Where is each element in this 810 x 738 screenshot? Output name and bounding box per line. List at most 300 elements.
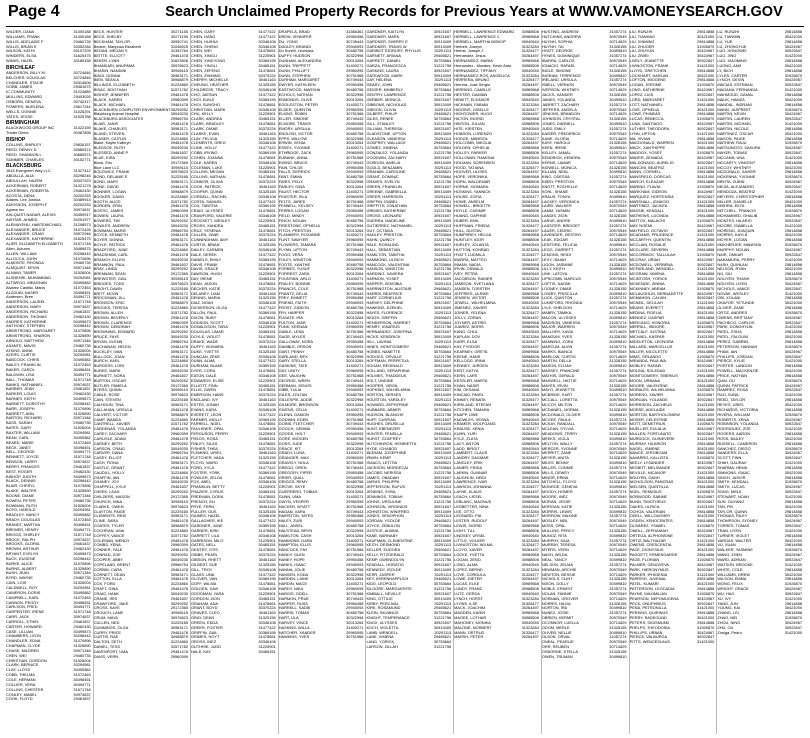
property-id: 29462430: [73, 623, 91, 629]
property-id: 30499810: [609, 121, 627, 127]
owner-name: CHURCH, NINA: [93, 498, 123, 504]
owner-name: HERBELL, LAWRENCE C: [454, 33, 500, 39]
owner-name: WILLIAMS, FRANK: [6, 33, 40, 39]
property-id: 30971346: [73, 570, 91, 576]
owner-name: GILL, STANLEY: [366, 121, 395, 127]
owner-name: MAXWELL, HATTIE: [541, 377, 577, 383]
owner-name: CLAYTON, PAIGE: [93, 508, 126, 514]
property-id: 30498451: [73, 599, 91, 605]
owner-name: HOLLOWAY, RAMONA: [454, 154, 495, 160]
property-id: 31326477: [521, 629, 539, 635]
property-id: 30013264: [346, 619, 364, 625]
owner-name: MATHEWS, LUCINDA: [629, 213, 669, 219]
owner-name: MOORE, INEZ: [541, 494, 568, 499]
property-id: 29814858: [784, 159, 803, 165]
property-id: 29814858: [697, 314, 715, 320]
owner-name: HERNANDEZ, JOSEFINA: [366, 329, 412, 335]
owner-name: MISHRA, EKTA: [717, 203, 745, 209]
property-id: 30499810: [609, 484, 627, 490]
property-id: 29461837: [73, 696, 91, 702]
owner-name: RUSSELL, CAMERON: [717, 440, 758, 446]
property-id: 30494771: [73, 604, 91, 610]
owner-name: BRADLEY, NANCY: [6, 512, 40, 518]
property-id: 31926870: [784, 276, 803, 282]
property-id: 30970549: [609, 348, 627, 354]
property-id: 31400188: [73, 29, 91, 34]
property-id: 30264497: [521, 227, 539, 233]
property-id: 30753664: [433, 552, 452, 558]
owner-name: FARIS, FELIX: [278, 179, 303, 185]
owner-name: COFFEY, VANCE: [93, 532, 125, 538]
owner-name: GUERRERO, TOBIAS: [278, 489, 318, 495]
property-id: 30753664: [433, 58, 452, 64]
owner-name: YANG, JUN: [717, 600, 738, 606]
owner-name: BROCKMAN, JILL: [93, 295, 126, 301]
owner-name: KAUFMAN, CLEMENTINE: [366, 537, 413, 543]
property-id: 30346108: [258, 38, 276, 44]
owner-name: GREER, FOSTER: [191, 624, 223, 630]
property-id: 30968879: [170, 523, 188, 529]
property-id: 29172365: [170, 271, 188, 277]
property-id: 31326477: [521, 309, 539, 315]
property-id: 31328155: [609, 576, 627, 582]
property-id: 29461478: [170, 213, 188, 219]
property-id: 30499810: [609, 96, 627, 102]
owner-name: BORDEN, ERIN: [93, 203, 122, 209]
property-id: 30751968: [346, 198, 364, 204]
owner-name: HANNA, JOLIE: [278, 566, 306, 572]
owner-name: MELTON, WALLY: [541, 440, 573, 446]
owner-name: HAIRSTON, YATES: [278, 513, 314, 519]
property-id: 31325155: [258, 242, 276, 248]
owner-name: KILGORE, MARGUERITE: [366, 586, 412, 592]
property-id: 29814858: [697, 339, 715, 344]
property-id: 30499810: [609, 72, 627, 78]
owner-name: MATTOX, MALACHI: [629, 217, 665, 223]
owner-name: BLAKE, WALTER: [6, 488, 37, 494]
property-id: 31221756: [433, 266, 452, 272]
property-id: 29814858: [697, 440, 715, 446]
property-id: 30346108: [258, 513, 276, 519]
owner-name: AYERS, CURTIS: [6, 352, 36, 358]
property-id: 30291113: [434, 397, 452, 403]
owner-name: LEBLANC, MAGNUS: [454, 498, 492, 504]
property-id: 30490882: [73, 434, 91, 440]
property-id: 29461478: [170, 314, 188, 320]
owner-name: GOULD, BENJAMIN: [366, 164, 403, 170]
property-id: 30970549: [609, 106, 627, 112]
owner-name: METCALF, JUSTINA: [629, 329, 666, 335]
property-id: 30913409: [433, 276, 452, 282]
property-id: 30498451: [73, 367, 91, 372]
property-id: 31478651: [258, 261, 276, 267]
owner-name: SUMMER, CHARLES: [6, 156, 44, 162]
owner-name: JUAREZ, BORIS: [454, 324, 484, 330]
owner-name: FOX, ABEL: [191, 479, 211, 485]
owner-name: BEITTE, ELLIOTT: [93, 53, 126, 59]
property-id: 30714629: [609, 159, 627, 165]
property-id: 29814858: [697, 145, 715, 151]
owner-name: LUNSFORD, RHONDA: [541, 300, 583, 306]
property-id: 30751968: [346, 72, 364, 78]
property-id: 30370224: [258, 392, 276, 398]
property-id: 30921607: [433, 300, 452, 306]
property-id: 30753664: [433, 232, 452, 238]
property-id: 30753664: [433, 348, 452, 354]
property-id: 30922847: [784, 556, 803, 562]
owner-name: FULLER, GUS: [191, 508, 217, 514]
property-id: 30988506: [521, 411, 539, 417]
owner-name: CULLEN, ZANE: [191, 232, 219, 238]
property-id: 30465151: [258, 169, 276, 175]
owner-name: 1815 Evergreen Way LLC: [6, 168, 51, 174]
owner-name: JENNINGS, TOBIAH: [366, 494, 403, 499]
property-id: 31421000: [697, 130, 715, 136]
property-id: 29814858: [784, 101, 803, 107]
property-id: 30970549: [609, 58, 627, 64]
owner-name: HUYNH, SOPHIA: [541, 38, 573, 44]
property-id: 30499810: [609, 193, 627, 199]
property-id: 31477422: [258, 29, 276, 34]
owner-name: DRAPELA, BRAD: [278, 29, 310, 34]
owner-name: TORRES, TOMAS: [717, 523, 750, 529]
property-id: 31566361: [346, 29, 364, 34]
owner-name: CORDELL, RACHEL: [191, 193, 228, 199]
property-id: 30346108: [258, 140, 276, 146]
property-id: 31400188: [73, 33, 91, 39]
property-id: 31323284: [521, 130, 539, 136]
property-id: 30461163: [258, 77, 276, 83]
owner-name: NIXON, DOLLY: [541, 581, 569, 587]
property-id: 29461478: [170, 547, 188, 553]
property-id: 30970549: [609, 421, 627, 427]
property-id: 30970549: [609, 276, 627, 282]
owner-name: LARUE, ANDRE: [541, 217, 571, 223]
property-id: 29950458: [346, 121, 364, 127]
property-id: 30968879: [170, 77, 188, 83]
property-id: 30913409: [433, 624, 452, 630]
owner-name: MASON, PAIGE: [717, 135, 746, 141]
owner-name: DIAZ, NOAH: [191, 300, 214, 306]
owner-name: NORMAN, GROVER: [541, 595, 579, 601]
owner-name: GARNER, KIRK: [191, 527, 219, 533]
property-id: 30940540: [521, 358, 539, 364]
property-id: 30714629: [609, 426, 627, 432]
owner-name: SUN, OUYANG: [717, 498, 745, 504]
owner-name: TAN, PEI: [717, 503, 734, 509]
owner-name: MCCLURE, SEVERIN: [629, 246, 669, 252]
property-id: 30299252: [170, 106, 188, 112]
property-id: 30370224: [258, 339, 276, 344]
owner-name: GAINES, HAZEL: [191, 513, 221, 519]
owner-name: FORBES, YUSUF: [278, 266, 310, 272]
property-id: 30264497: [521, 82, 539, 88]
owner-name: KIRKLAND, STEFAN: [454, 401, 491, 407]
property-id: 30494771: [73, 449, 91, 455]
property-id: 30346108: [258, 639, 276, 645]
owner-name: GEARY, JOHN: [366, 82, 393, 88]
owner-name: HATCHER, XANDER: [278, 629, 316, 635]
property-id: 30494771: [73, 371, 91, 377]
owner-name: Alvarez Castillo, Maria: [6, 284, 45, 290]
property-id: 31421000: [784, 561, 803, 567]
owner-name: SONG, MINJI: [717, 489, 742, 495]
property-id: 31571782: [170, 644, 188, 650]
owner-name: HERRING, CAMILLE: [454, 87, 491, 93]
owner-name: FOUNTAIN, ARLO: [278, 276, 311, 282]
property-id: 30346108: [258, 426, 276, 432]
property-id: 30969115: [170, 276, 188, 282]
owner-name: KENDALL, HORATIO: [366, 561, 404, 567]
property-id: 30922847: [784, 217, 803, 223]
property-id: 30291113: [434, 426, 452, 432]
property-id: 30424967: [697, 595, 715, 601]
property-id: 29461478: [170, 242, 188, 248]
owner-name: DYER, CORA: [191, 368, 216, 374]
owner-name: BLACK, MICHAEL: [93, 101, 126, 107]
owner-name: CARPENTER, IRENE: [6, 609, 45, 615]
property-id: 29814858: [697, 179, 715, 185]
owner-name: CAUDILL, HOLLY: [93, 469, 125, 475]
owner-name: CHEN, SHENG: [191, 43, 219, 49]
owner-name: SCOTT, FINN: [717, 455, 742, 461]
owner-name: LOGAN, JEROME: [629, 82, 662, 88]
owner-name: LANGLEY, ERIK: [454, 460, 483, 466]
owner-name: FRENCH, ELI: [191, 498, 216, 504]
property-id: 30314606: [73, 79, 91, 85]
property-id: 31057274: [609, 440, 627, 446]
owner-name: MARCH, ELEAZAR: [629, 179, 664, 185]
owner-name: LAWRENCE, IVAR: [454, 479, 488, 485]
property-id: 29940093: [346, 518, 364, 524]
owner-name: CAIN, LOIS: [6, 580, 27, 586]
property-id: 31221756: [433, 498, 452, 504]
owner-name: GREENE, GABRIELLA: [366, 188, 407, 194]
property-id: 31926870: [784, 140, 803, 146]
property-id: 30751968: [346, 416, 364, 422]
property-id: 30499810: [609, 653, 627, 659]
owner-name: LYNN, UPTON: [629, 130, 656, 136]
property-id: 30714629: [609, 62, 627, 68]
owner-name: KNOX, ULYSSES: [366, 619, 398, 625]
property-id: 29940093: [346, 387, 364, 393]
owner-name: HICKMAN, FABIAN: [454, 101, 489, 107]
property-id: 31328155: [609, 309, 627, 315]
property-id: 30976623: [170, 503, 188, 509]
owner-name: GILES, ZOLTAN: [278, 392, 308, 398]
property-id: 30749443: [346, 246, 364, 252]
property-id: 31421000: [784, 527, 803, 533]
property-id: 29814858: [784, 566, 803, 572]
owner-name: NORTON, IRA: [541, 605, 568, 611]
property-id: 31323284: [521, 537, 539, 543]
property-id: 30424967: [784, 314, 803, 320]
owner-name: KENNEDY, ISOLDE: [366, 566, 402, 572]
owner-name: BLAIR, CHERYL: [6, 483, 36, 489]
owner-name: GERBER, MONICA: [366, 96, 401, 102]
property-id: 29465621: [433, 198, 452, 204]
owner-name: KNAPP, UWE: [454, 411, 479, 417]
property-id: 31221756: [433, 208, 452, 214]
property-id: 31625475: [73, 236, 91, 242]
owner-name: LIVINGSTON, WILMA: [454, 542, 493, 548]
property-id: 29966754: [170, 450, 188, 456]
property-id: 29814858: [784, 67, 803, 73]
property-id: 29814858: [697, 101, 715, 107]
owner-name: LLOYD, GRETCHEN: [629, 67, 667, 73]
property-id: 30921607: [433, 329, 452, 335]
property-id: 31926870: [784, 343, 803, 349]
owner-name: REED, TAYLOR: [717, 397, 746, 403]
property-id: 30724846: [73, 69, 91, 75]
property-id: 30724846: [73, 74, 91, 80]
property-id: 29461837: [73, 618, 91, 624]
owner-name: CHILDERS, MASON: [93, 494, 130, 499]
owner-name: ELKINS, ROBIN: [278, 111, 308, 117]
owner-name: LINK, LATOYA: [541, 271, 568, 277]
property-id: 30921607: [433, 532, 452, 538]
property-id: 30988506: [521, 208, 539, 214]
property-id: 31326477: [521, 135, 539, 141]
property-id: 30970549: [609, 469, 627, 475]
owner-name: REED, SHANNON L: [6, 151, 42, 157]
property-id: 31926870: [697, 387, 715, 393]
owner-name: CLINE, HOLLY: [191, 145, 218, 151]
owner-name: MINOR, ERMA: [541, 474, 569, 480]
property-id: 31926870: [697, 43, 715, 49]
property-id: 31224860: [170, 639, 188, 645]
owner-name: COTTON, ELLA: [93, 576, 122, 582]
property-id: 30421000: [784, 368, 803, 374]
property-id: 31225165: [170, 397, 188, 403]
owner-name: BALL, THOMAS: [6, 376, 35, 382]
property-id: 30490882: [73, 357, 91, 363]
property-id: 31070896: [73, 255, 91, 261]
property-id: 31477422: [258, 91, 276, 97]
owner-name: BOYD, HAROLD: [6, 507, 36, 513]
owner-name: WILLIAMS, DREW: [717, 571, 750, 577]
owner-name: CORNETT, DEAN: [93, 571, 126, 577]
property-id: 31328155: [609, 649, 627, 654]
owner-name: ACKERMAN, ROBERT: [6, 182, 47, 188]
owner-name: GRAHAM, ADA: [191, 600, 219, 606]
owner-name: LEMONS, HEIDI: [541, 251, 571, 257]
owner-name: GLASS, UNA: [191, 571, 215, 577]
owner-name: CHANDLER, EDNA: [6, 638, 41, 644]
property-id: 30322998: [346, 266, 364, 272]
property-id: 29461478: [170, 121, 188, 127]
property-id: 30322998: [346, 179, 364, 185]
property-id: 29814858: [784, 169, 803, 175]
property-id: 29814858: [784, 610, 803, 616]
property-id: 31926870: [697, 590, 715, 596]
property-id: 30291113: [434, 77, 452, 83]
property-id: 30369195: [258, 363, 276, 369]
property-id: 29460735: [73, 497, 91, 503]
owner-name: FUGATE, IRA: [278, 314, 303, 320]
owner-name: BIEN, SEAN A: [93, 77, 120, 83]
owner-name: HIGHTOWER, HUGO: [454, 111, 493, 117]
owner-name: NOVAK, WESLEY: [717, 290, 750, 296]
owner-name: DUNN, STEPHEN: [278, 72, 311, 78]
owner-name: IVEY, PETRA: [454, 271, 478, 277]
owner-name: ESSEX, YVONNE: [278, 145, 311, 151]
property-id: 31526004: [73, 502, 91, 508]
owner-name: DUFFY, XIOMARA: [191, 343, 224, 349]
property-id: 30480758: [346, 130, 364, 136]
owner-name: MEANS, EVERETT: [629, 305, 664, 311]
owner-name: FELTS, JARED: [278, 198, 306, 204]
property-id: 31225165: [170, 174, 188, 180]
property-id: 30714629: [609, 111, 627, 117]
property-id: 29814858: [697, 508, 715, 514]
property-id: 30346108: [258, 566, 276, 572]
owner-name: HUFF, CASPIAN: [366, 416, 396, 422]
owner-name: OCHOA, VALERIAN: [629, 508, 665, 514]
owner-name: BRUCE, FAYE: [93, 334, 120, 340]
owner-name: GIBBS, PEARL: [191, 552, 218, 558]
property-id: 29461837: [73, 463, 91, 469]
property-id: 29950458: [346, 208, 364, 214]
owner-name: CLARK, DIANE: [191, 125, 219, 131]
owner-name: LARSON, ZILLAH: [366, 644, 398, 650]
listing-column: [630, 30, 718, 734]
property-id: 31571748: [73, 609, 91, 615]
owner-name: LANDIS, ZION: [541, 213, 568, 219]
owner-name: GANT, PENNY: [278, 348, 305, 354]
owner-name: KOHL, SHANE: [541, 188, 569, 194]
property-id: 30922847: [697, 329, 715, 335]
owner-name: KANG, CHUL: [454, 329, 478, 335]
property-record: [6, 131, 91, 136]
property-id: 29461478: [170, 455, 188, 461]
owner-name: CHU, KELLY: [191, 111, 214, 117]
owner-name: LU, RUNZHI: [717, 29, 740, 34]
owner-name: LUCAS, ELKE: [454, 581, 480, 587]
owner-name: ESTES, JONAH: [191, 401, 220, 407]
owner-name: BYERS, QUINN: [93, 387, 122, 393]
property-id: 30480758: [346, 87, 364, 93]
owner-name: FREY, EMMETT: [278, 295, 308, 301]
property-id: 30989568: [521, 494, 539, 499]
property-id: 31478651: [258, 67, 276, 73]
owner-name: CLAY, LLOYD: [6, 667, 31, 673]
property-id: 30922847: [697, 498, 715, 504]
owner-name: COLLINS, CHESTER: [6, 686, 44, 692]
property-id: 29940093: [346, 43, 364, 49]
property-id: 31477422: [258, 198, 276, 204]
owner-name: MARSHALL, IGNACIO: [629, 198, 670, 204]
property-id: 30370224: [258, 125, 276, 131]
owner-name: CHANDLER, STACIE: [6, 79, 44, 85]
owner-name: HERRERA, BRUNO: [454, 77, 490, 83]
property-id: 31926870: [697, 319, 715, 325]
owner-name: MARTIN, KEVIN: [717, 111, 746, 117]
property-id: 29465621: [433, 605, 452, 611]
property-id: 31478651: [258, 387, 276, 393]
property-id: 30189158: [73, 58, 91, 64]
property-id: 30370224: [258, 498, 276, 504]
owner-name: BLACKBURN COMPUTER ENVIRONMENT: [93, 106, 171, 112]
owner-name: LUO, JING: [717, 53, 737, 59]
owner-name: MAHER, ZENAIDA: [629, 154, 663, 160]
owner-name: MAJOR, WARREN: [541, 324, 575, 330]
property-id: 31225165: [170, 285, 188, 291]
owner-name: KYLE, ZLATA: [454, 435, 478, 441]
owner-name: HOLMES, THADDEUS: [366, 372, 407, 378]
property-id: 31322159: [73, 125, 91, 131]
owner-name: CRAWFORD, JAKE: [93, 600, 129, 606]
